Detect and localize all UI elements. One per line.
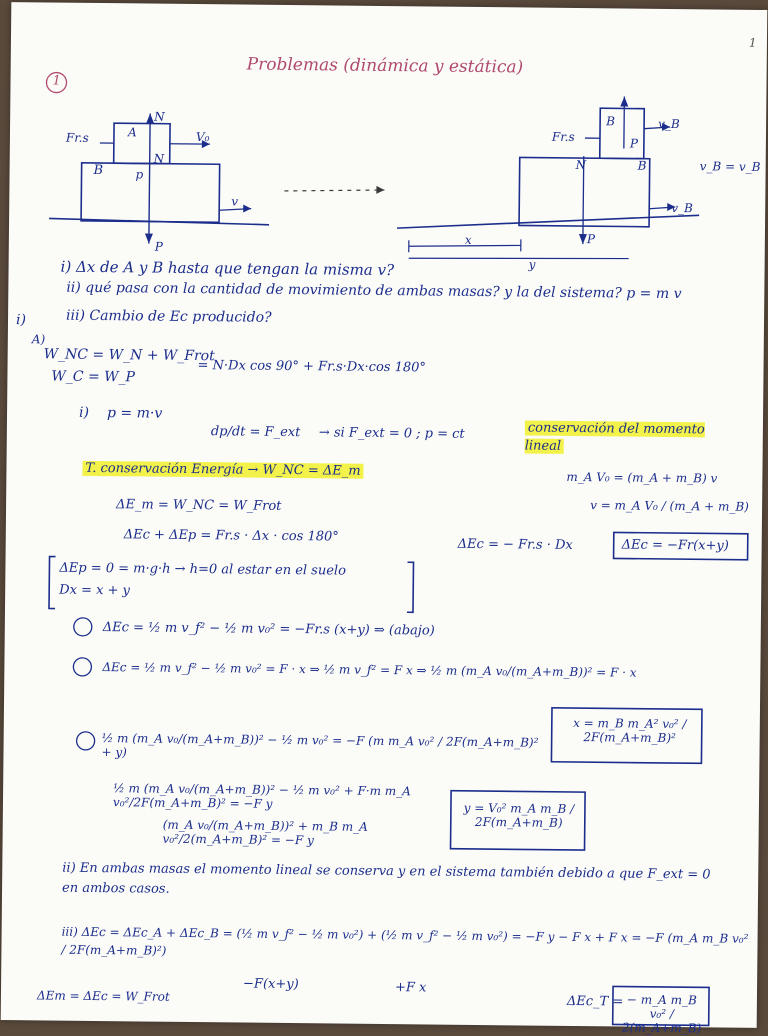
energy-conservation: T. conservación Energía → W_NC = ΔE_m bbox=[82, 461, 363, 479]
label-block-b-top: B bbox=[606, 114, 615, 128]
label-equal-velocities: v_B = v_B bbox=[700, 159, 761, 174]
label-weight-small: p bbox=[135, 167, 143, 181]
question-iii: iii) Cambio de Ec producido? bbox=[66, 308, 272, 326]
y-boxed: y = V₀² m_A m_B / 2F(m_A+m_B) bbox=[457, 801, 581, 830]
i-label: i) bbox=[79, 405, 89, 421]
label-vb-top: v_B bbox=[658, 117, 680, 131]
label-normal-inner: N bbox=[154, 152, 165, 166]
x-boxed: x = m_B m_A² v₀² / 2F(m_A+m_B)² bbox=[560, 716, 700, 745]
label-friction-right: Fr.s bbox=[552, 130, 575, 144]
label-y-span: y bbox=[529, 258, 536, 272]
dp-dt-eq: dp/dt = F_ext bbox=[211, 424, 301, 440]
work-eq: W_NC = W_N + W_Frot bbox=[44, 346, 215, 364]
arrow-condition: → si F_ext = 0 ; p = ct bbox=[319, 425, 465, 442]
answer-iii: iii) ΔEc = ΔEc_A + ΔEc_B = (½ m v_f² − ½ m v₀²) + (½ m v_f² − ½ m v₀²) = −F y − F x + F x = −F (m_A m_B v₀² / 2F(m_A+m_B)²) bbox=[61, 923, 751, 966]
iii-under-1: −F(x+y) bbox=[243, 977, 299, 993]
bottom-left-eq: ΔEm = ΔEc = W_Frot bbox=[37, 988, 170, 1003]
section-i-marker: i) bbox=[16, 312, 26, 328]
final-boxed: − m_A m_B v₀² / 2(m_A+m_B) bbox=[619, 992, 705, 1035]
eq-c: ½ m (m_A v₀/(m_A+m_B))² − ½ m v₀² = −F (m m_A v₀² / 2F(m_A+m_B)² + y) bbox=[101, 731, 541, 764]
answer-ii: ii) En ambas masas el momento lineal se conserva y en el sistema también debido a que F_ext = 0 en ambos casos. bbox=[62, 859, 722, 906]
eq-b: ΔEc = ½ m v_f² − ½ m v₀² = F · x ⇒ ½ m v_f² = F x ⇒ ½ m (m_A v₀/(m_A+m_B))² = F · x bbox=[102, 660, 742, 681]
notebook-page bbox=[1, 2, 768, 1028]
label-friction-left: Fr.s bbox=[66, 131, 89, 145]
dx-eq: Dx = x + y bbox=[59, 583, 130, 599]
iii-under-2: +F x bbox=[395, 980, 427, 995]
label-normal-left: N bbox=[154, 110, 165, 124]
label-block-b-side: B bbox=[638, 159, 647, 173]
dem-eq: ΔE_m = W_NC = W_Frot bbox=[116, 497, 282, 514]
question-i: i) Δx de A y B hasta que tengan la misma v? bbox=[60, 258, 394, 279]
v-eq: v = m_A V₀ / (m_A + m_B) bbox=[590, 498, 749, 514]
page-title: Problemas (dinámica y estática) bbox=[247, 55, 524, 78]
problem-number: 1 bbox=[52, 74, 60, 89]
momentum-eq: p = m·v bbox=[107, 405, 162, 422]
conservation-momentum: conservación del momento lineal bbox=[525, 420, 705, 453]
label-weight-right: P bbox=[587, 232, 595, 246]
eq-a: ΔEc = ½ m v_f² − ½ m v₀² = −Fr.s (x+y) ⇒ (abajo) bbox=[103, 620, 435, 638]
label-normal-right: N bbox=[576, 158, 587, 172]
conservation-momentum-wrap bbox=[525, 419, 735, 457]
page-number: 1 bbox=[749, 36, 757, 50]
dec-boxed: ΔEc = −Fr(x+y) bbox=[622, 537, 729, 553]
label-x-span: x bbox=[465, 233, 472, 247]
label-weight-left: P bbox=[155, 240, 163, 254]
energy-conservation-wrap bbox=[82, 461, 363, 479]
label-block-a: A bbox=[128, 125, 137, 139]
final-label: ΔEc_T = bbox=[567, 994, 624, 1010]
mass-eq: m_A V₀ = (m_A + m_B) v bbox=[566, 470, 717, 486]
label-v-left: v bbox=[231, 194, 238, 208]
dec-dep-eq: ΔEc + ΔEp = Fr.s · Δx · cos 180° bbox=[124, 527, 339, 544]
eq-c3: (m_A v₀/(m_A+m_B))² + m_B m_A v₀²/2(m_A+m_B)² = −F y bbox=[163, 818, 433, 849]
work-eq-right: = N·Dx cos 90° + Fr.s·Dx·cos 180° bbox=[197, 358, 426, 375]
section-a-marker: A) bbox=[32, 332, 46, 346]
label-block-b: B bbox=[94, 163, 104, 178]
dep-zero: ΔEp = 0 = m·g·h → h=0 al estar en el suelo bbox=[59, 561, 346, 579]
question-ii: ii) qué pasa con la cantidad de movimiento de ambas masas? y la del sistema? p = m v bbox=[66, 280, 681, 302]
label-v0: V₀ bbox=[196, 130, 210, 144]
eq-c2: ½ m (m_A v₀/(m_A+m_B))² − ½ m v₀² + F·m m_A v₀²/2F(m_A+m_B)² = −F y bbox=[113, 781, 443, 812]
wc-eq: W_C = W_P bbox=[51, 369, 135, 386]
label-vb-bottom: v_B bbox=[671, 201, 693, 215]
dec-result: ΔEc = − Fr.s · Dx bbox=[458, 537, 573, 553]
label-weight-small-right: P bbox=[630, 137, 638, 151]
